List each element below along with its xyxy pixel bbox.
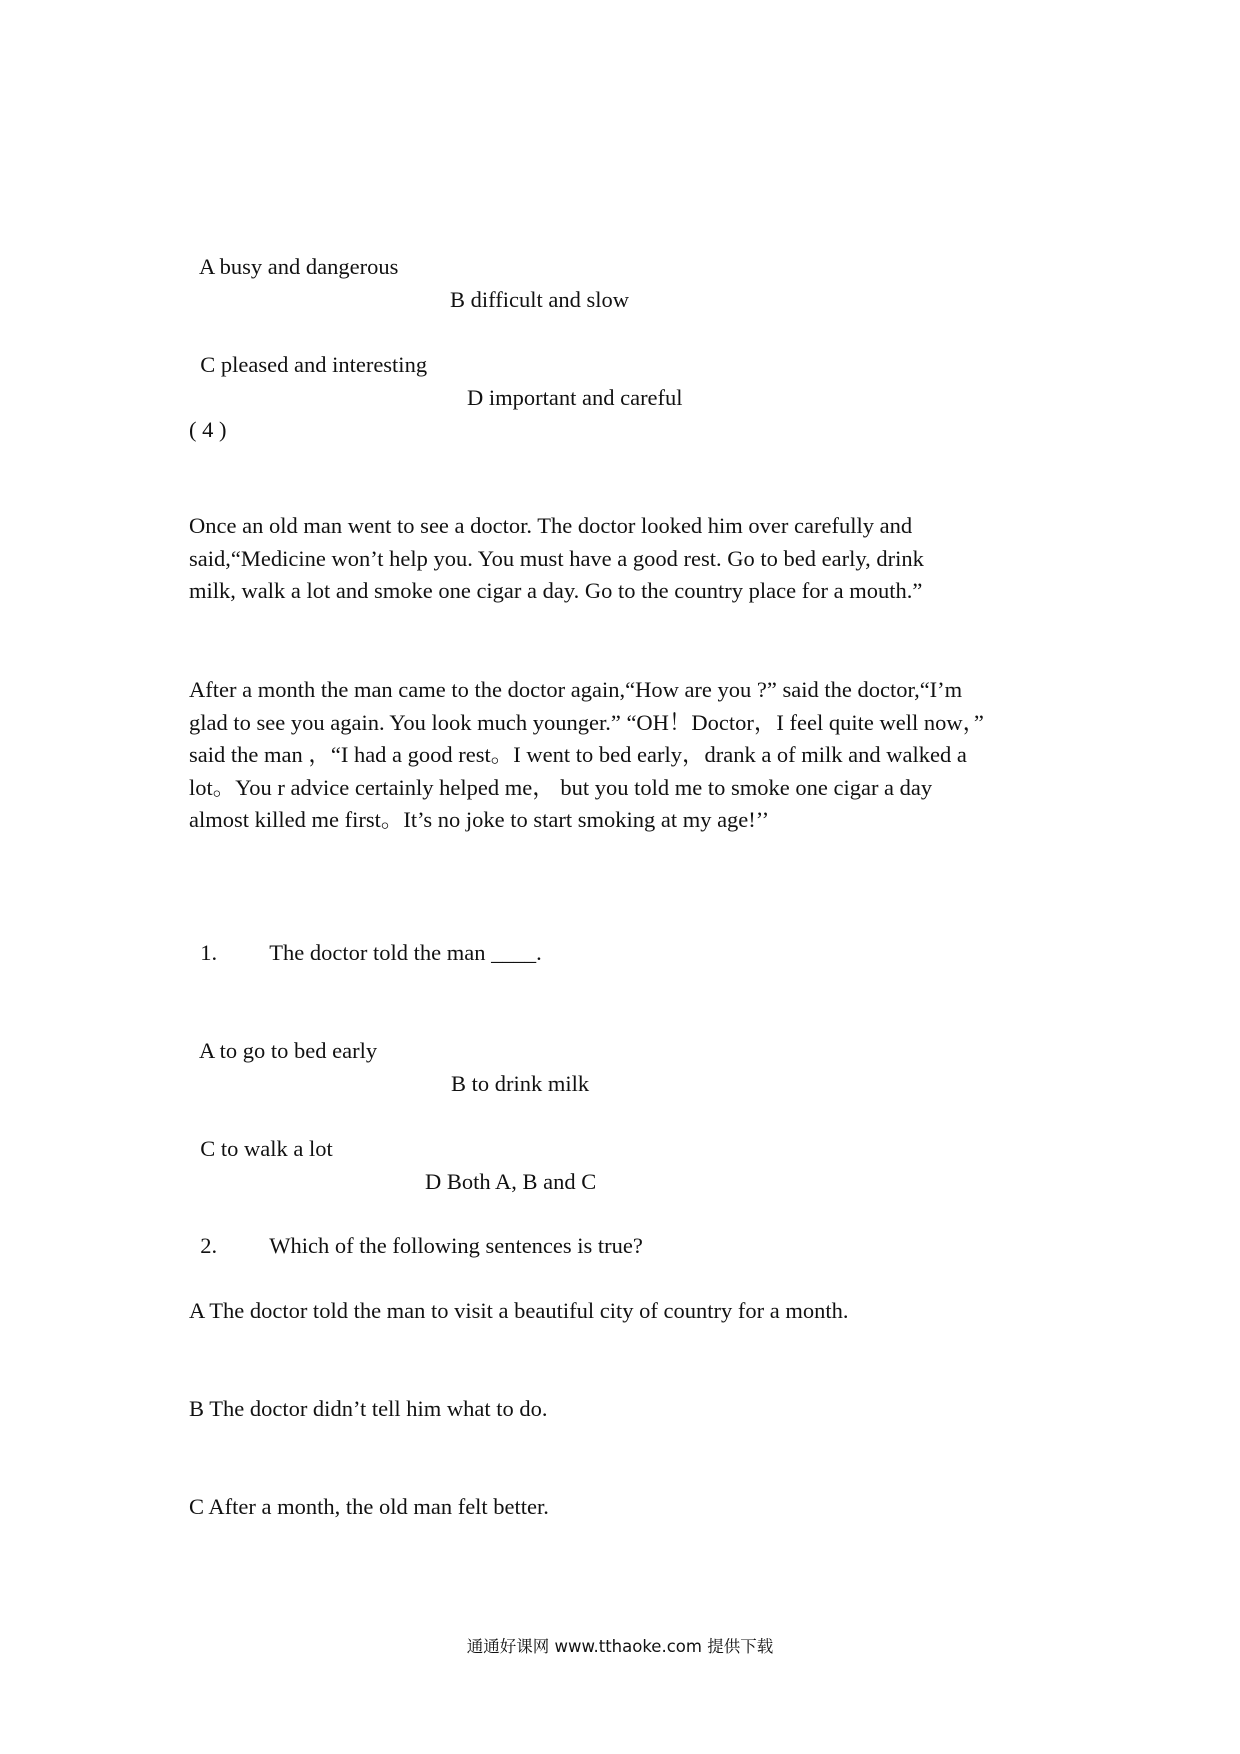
q3-options-row2 xyxy=(189,315,683,414)
question-number: 2. xyxy=(200,1233,218,1258)
passage-paragraph-2 xyxy=(189,674,1089,837)
q3-options-row1 xyxy=(189,217,629,316)
question-2 xyxy=(189,1196,643,1262)
passage-line: said,“Medicine won’t help you. You must have a good rest. Go to bed early, drink xyxy=(189,545,924,571)
footer-text: 通通好课网 www.tthaoke.com 提供下载 xyxy=(466,1637,774,1656)
question-2-option-b: B The doctor didn’t tell him what to do. xyxy=(189,1396,548,1421)
question-text: The doctor told the man ____. xyxy=(269,940,542,965)
option-d: D important and careful xyxy=(467,385,683,410)
passage-line: glad to see you again. You look much younger.” “OH！Doctor，I feel quite well now，” xyxy=(189,709,984,735)
option-b: B difficult and slow xyxy=(450,287,629,312)
page-footer xyxy=(0,1636,1240,1658)
passage-line: After a month the man came to the doctor again,“How are you ?” said the doctor,“I’m xyxy=(189,677,963,702)
question-1-options-row1 xyxy=(189,1001,590,1100)
passage-paragraph-1 xyxy=(189,510,1089,608)
question-text: Which of the following sentences is true? xyxy=(269,1233,643,1258)
option-d: D Both A, B and C xyxy=(425,1169,597,1194)
question-2-option-a: A The doctor told the man to visit a beautiful city of country for a month. xyxy=(189,1298,849,1323)
question-1-options-row2 xyxy=(189,1099,597,1198)
option-c: C pleased and interesting xyxy=(200,352,428,377)
question-number: 1. xyxy=(200,940,218,965)
passage-line: Once an old man went to see a doctor. The doctor looked him over carefully and xyxy=(189,513,913,538)
passage-line: milk, walk a lot and smoke one cigar a day. Go to the country place for a mouth.” xyxy=(189,578,923,603)
section-marker: ( 4 ) xyxy=(189,417,227,442)
option-a: A busy and dangerous xyxy=(199,254,399,279)
passage-line: almost killed me first。It’s no joke to start smoking at my age!’’ xyxy=(189,807,770,832)
question-1 xyxy=(189,903,542,969)
option-b: B to drink milk xyxy=(451,1071,590,1096)
option-c: C to walk a lot xyxy=(200,1136,333,1161)
question-2-option-c: C After a month, the old man felt better. xyxy=(189,1494,549,1519)
passage-line: said the man ，“I had a good rest。I went to bed early，drank a of milk and walked a xyxy=(189,742,967,767)
passage-line: lot。You r advice certainly helped me， but you told me to smoke one cigar a day xyxy=(189,774,933,800)
option-a: A to go to bed early xyxy=(199,1038,378,1063)
